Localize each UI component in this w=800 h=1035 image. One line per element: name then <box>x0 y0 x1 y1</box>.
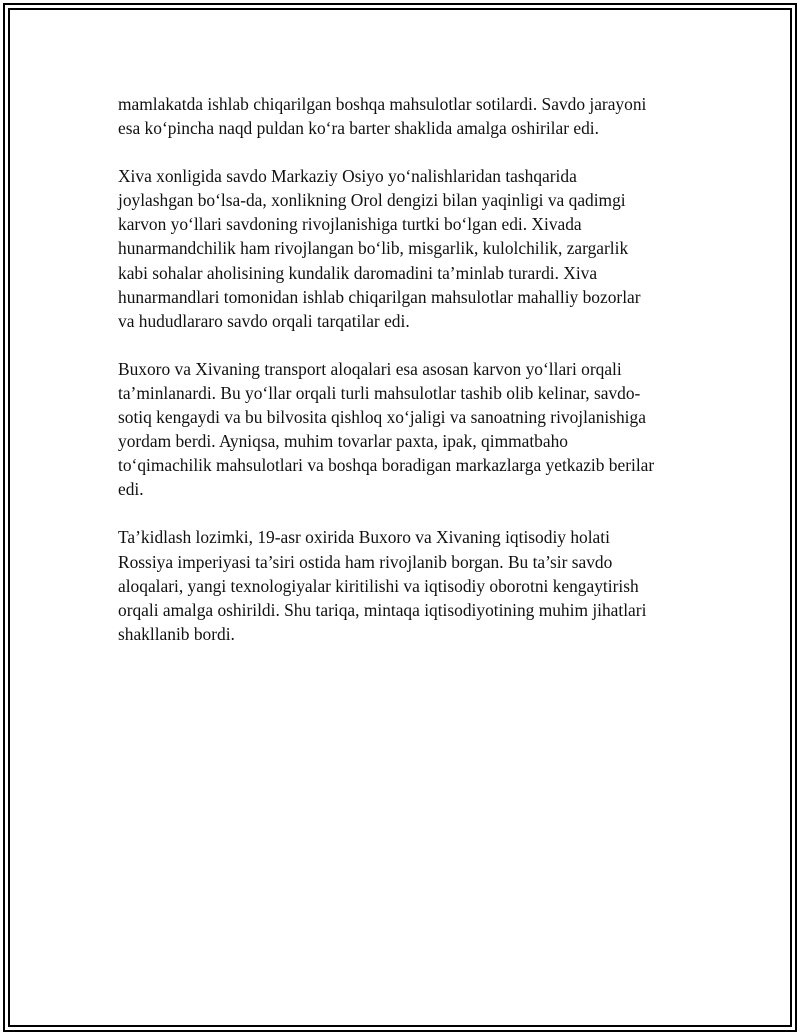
paragraph-3: Buxoro va Xivaning transport aloqalari esa asosan karvon yo‘llari orqali ta’minlanardi. Bu yo‘llar orqali turli mahsulotlar tashib olib kelinar, savdo- sotiq kengaydi va bu bilvosita qishloq xo‘jaligi va sanoatning rivojlanishiga yordam berdi. Ayniqsa, muhim tovarlar paxta, ipak, qimmatbaho to‘qimachilik mahsulotlari va boshqa boradigan markazlarga yetkazib berilar edi. <box>118 358 655 500</box>
paragraph-1: mamlakatda ishlab chiqarilgan boshqa mahsulotlar sotilardi. Savdo jarayoni esa ko‘pincha naqd puldan ko‘ra barter shaklida amalga oshirilar edi. <box>118 94 647 139</box>
document-body <box>118 92 693 670</box>
paragraph-4: Ta’kidlash lozimki, 19-asr oxirida Buxoro va Xivaning iqtisodiy holati Rossiya imperiyasi ta’siri ostida ham rivojlanib borgan. Bu ta’sir savdo aloqalari, yangi texnologiyalar kiritilishi va iqtisodiy oborotni kengaytirish orqali amalga oshirildi. Shu tariqa, mintaqa iqtisodiyotining muhim jihatlari shakllanib bordi. <box>118 527 647 644</box>
paragraph-2: Xiva xonligida savdo Markaziy Osiyo yo‘nalishlaridan tashqarida joylashgan bo‘lsa-da, xonlikning Orol dengizi bilan yaqinligi va qadimgi karvon yo‘llari savdoning rivojlanishiga turtki bo‘lgan edi. Xivada hunarmandchilik ham rivojlangan bo‘lib, misgarlik, kulolchilik, zargarlik kabi sohalar aholisining kundalik daromadini ta’minlab turardi. Xiva hunarmandlari tomonidan ishlab chiqarilgan mahsulotlar mahalliy bozorlar va hududlararo savdo orqali tarqatilar edi. <box>118 166 641 331</box>
